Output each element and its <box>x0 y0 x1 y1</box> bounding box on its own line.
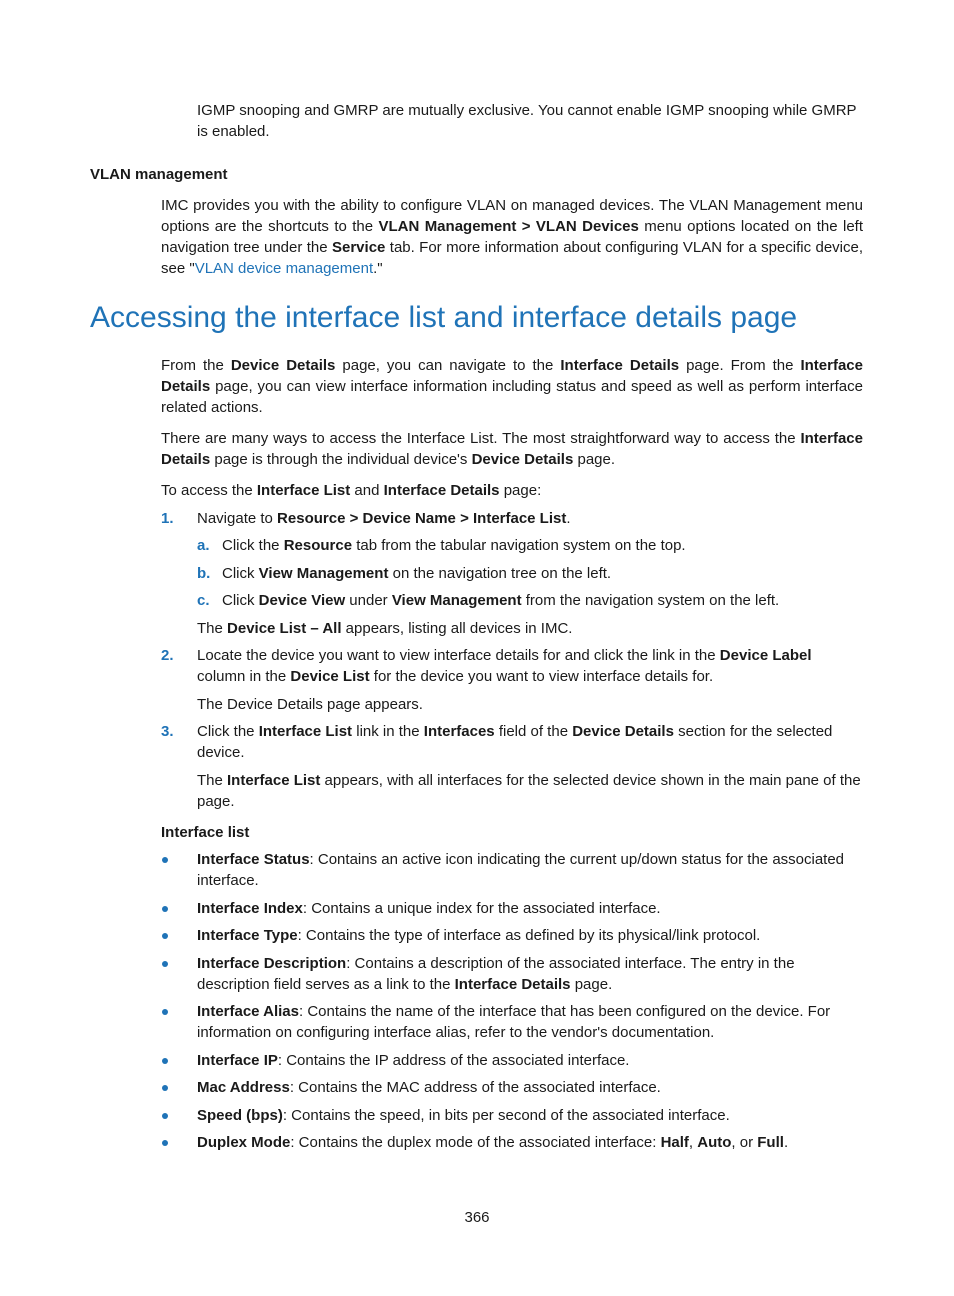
interface-type-item: Interface Type: Contains the type of interface as defined by its physical/link protocol. <box>197 927 761 944</box>
bullet-icon <box>162 906 168 912</box>
bullet-icon <box>162 1113 168 1119</box>
bullet-icon <box>162 933 168 939</box>
substep-letter: a. <box>197 537 210 554</box>
vlan-management-heading: VLAN management <box>90 166 228 183</box>
duplex-mode-item: Duplex Mode: Contains the duplex mode of the associated interface: Half, Auto, or Full. <box>197 1134 789 1151</box>
speed-item: Speed (bps): Contains the speed, in bits per second of the associated interface. <box>197 1107 730 1124</box>
interface-ip-item: Interface IP: Contains the IP address of the associated interface. <box>197 1052 630 1069</box>
vlan-management-paragraph: IMC provides you with the ability to configure VLAN on managed devices. The VLAN Management menu options are the shortcuts to the VLAN Management > VLAN Devices menu options located on the left navigation tree under the Service tab. For more information about configuring VLAN for a specific device, see "VLAN device management." <box>161 197 864 277</box>
bullet-icon <box>162 961 168 967</box>
step-1-text: Navigate to Resource > Device Name > Interface List. <box>197 510 571 527</box>
step-1-result: The Device List – All appears, listing all devices in IMC. <box>197 620 573 637</box>
substep-letter: b. <box>197 565 211 582</box>
interface-alias-item: Interface Alias: Contains the name of the interface that has been configured on the device. For information on configuring interface alias, refer to the vendor's documentation. <box>197 1003 831 1041</box>
step-number: 1. <box>161 510 174 527</box>
interface-index-item: Interface Index: Contains a unique index for the associated interface. <box>197 900 661 917</box>
substep-letter: c. <box>197 592 210 609</box>
bullet-icon <box>162 1140 168 1146</box>
substep-a-text: Click the Resource tab from the tabular navigation system on the top. <box>222 537 686 554</box>
bullet-icon <box>162 1058 168 1064</box>
intro-paragraph-3: To access the Interface List and Interface Details page: <box>161 482 542 499</box>
page-number: 366 <box>464 1209 490 1226</box>
step-2-text: Locate the device you want to view interface details for and click the link in the Device Label column in the Device List for the device you want to view interface details for. <box>197 647 812 685</box>
interface-description-item: Interface Description: Contains a description of the associated interface. The entry in the description field serves as a link to the Interface Details page. <box>197 955 795 993</box>
step-3-result: The Interface List appears, with all interfaces for the selected device shown in the main pane of the page. <box>197 772 861 810</box>
interface-status-item: Interface Status: Contains an active icon indicating the current up/down status for the associated interface. <box>197 851 845 889</box>
substep-c-text: Click Device View under View Management from the navigation system on the left. <box>222 592 780 609</box>
step-2-result: The Device Details page appears. <box>197 696 423 713</box>
section-heading: Accessing the interface list and interface details page <box>90 301 798 334</box>
intro-paragraph-1: From the Device Details page, you can navigate to the Interface Details page. From the Interface Details page, you can view interface information including status and speed as well as perform interface related actions. <box>161 357 863 416</box>
step-number: 2. <box>161 647 174 664</box>
vlan-device-management-link[interactable]: VLAN device management <box>194 260 374 277</box>
step-number: 3. <box>161 723 174 740</box>
substep-b-text: Click View Management on the navigation tree on the left. <box>222 565 612 582</box>
bullet-icon <box>162 857 168 863</box>
note-text: IGMP snooping and GMRP are mutually exclusive. You cannot enable IGMP snooping while GMRP is enabled. <box>197 102 857 140</box>
bullet-icon <box>162 1009 168 1015</box>
intro-paragraph-2: There are many ways to access the Interface List. The most straightforward way to access the Interface Details page is through the individual device's Device Details page. <box>161 430 863 468</box>
bullet-icon <box>162 1085 168 1091</box>
step-3-text: Click the Interface List link in the Interfaces field of the Device Details section for the selected device. <box>197 723 833 761</box>
mac-address-item: Mac Address: Contains the MAC address of the associated interface. <box>197 1079 661 1096</box>
interface-list-heading: Interface list <box>161 824 250 841</box>
